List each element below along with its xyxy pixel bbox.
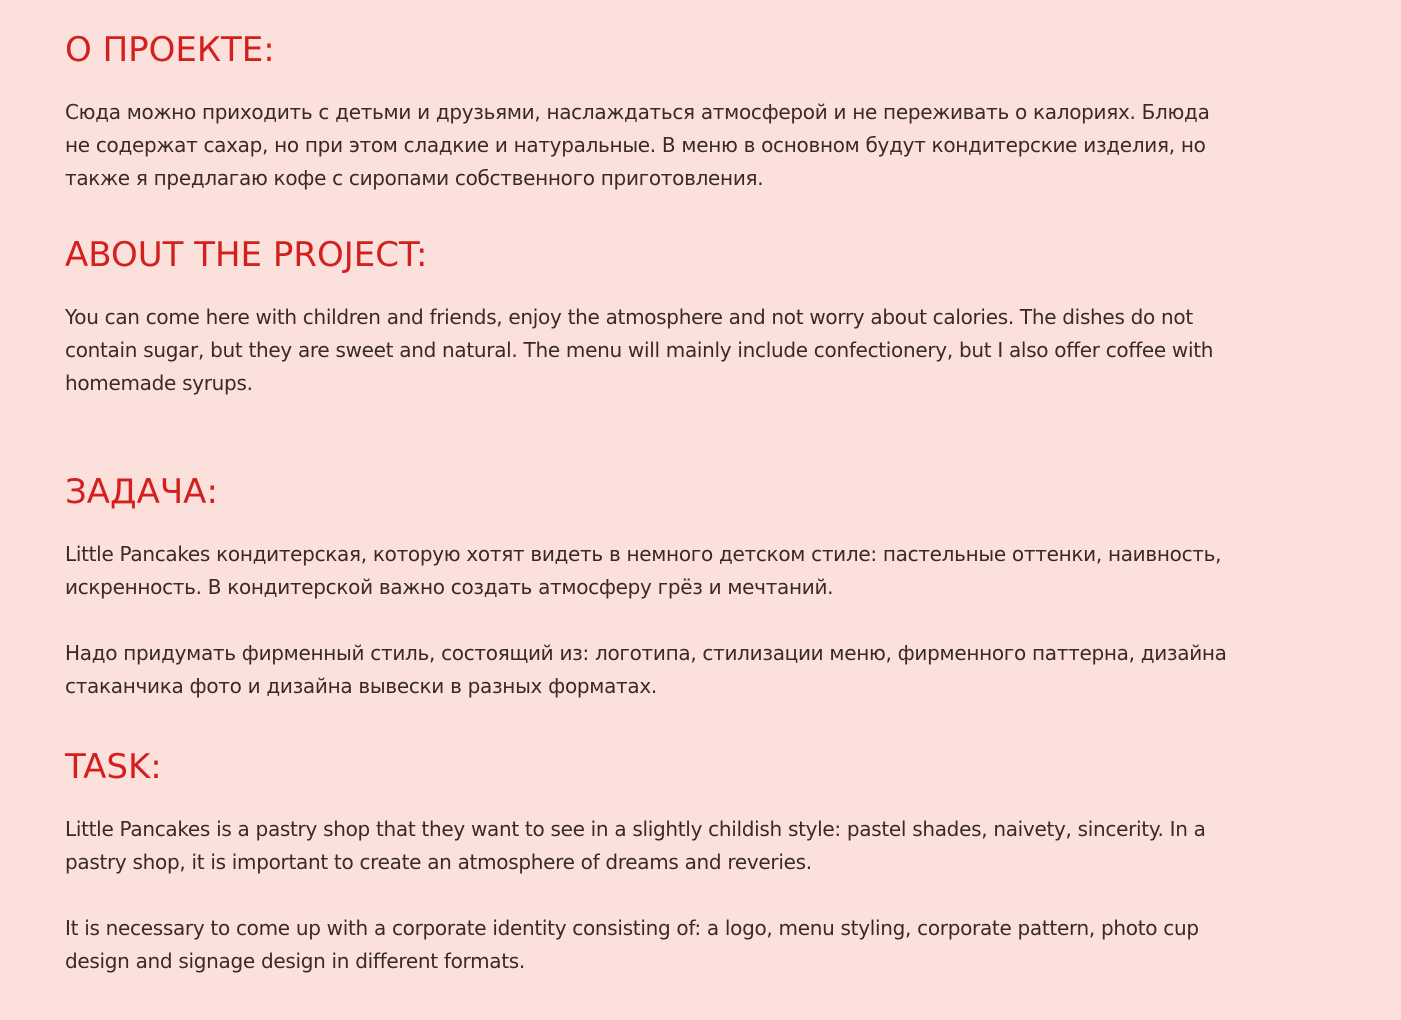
about-en-line: You can come here with children and friends, enjoy the atmosphere and not worry about calories. The dishes do not: [65, 305, 1193, 329]
about-en-paragraph: [65, 301, 1315, 400]
task-en-paragraph-1: [65, 813, 1315, 879]
about-en-line: homemade syrups.: [65, 371, 253, 395]
about-en-heading: ABOUT THE PROJECT:: [65, 235, 428, 275]
task-ru-heading: ЗАДАЧА:: [65, 472, 218, 512]
about-ru-paragraph: [65, 96, 1315, 195]
task-ru-line: Little Pancakes кондитерская, которую хотят видеть в немного детском стиле: пастельные оттенки, наивность,: [65, 542, 1222, 566]
about-ru-heading: О ПРОЕКТЕ:: [65, 30, 275, 70]
task-en-line: Little Pancakes is a pastry shop that they want to see in a slightly childish style: pastel shades, naivety, sincerity. In a: [65, 817, 1206, 841]
task-ru-paragraph-1: [65, 538, 1315, 604]
task-en-line: It is necessary to come up with a corporate identity consisting of: a logo, menu styling, corporate pattern, photo cup: [65, 916, 1199, 940]
task-en-heading: TASK:: [65, 747, 162, 787]
about-en-line: contain sugar, but they are sweet and natural. The menu will mainly include confectionery, but I also offer coffee with: [65, 338, 1214, 362]
about-ru-line: не содержат сахар, но при этом сладкие и натуральные. В меню в основном будут кондитерские изделия, но: [65, 133, 1206, 157]
task-ru-paragraph-2: [65, 637, 1315, 703]
task-ru-line: стаканчика фото и дизайна вывески в разных форматах.: [65, 674, 657, 698]
task-en-line: design and signage design in different formats.: [65, 949, 525, 973]
task-ru-line: искренность. В кондитерской важно создать атмосферу грёз и мечтаний.: [65, 575, 834, 599]
task-ru-line: Надо придумать фирменный стиль, состоящий из: логотипа, стилизации меню, фирменного паттерна, дизайна: [65, 641, 1227, 665]
about-ru-line: также я предлагаю кофе с сиропами собственного приготовления.: [65, 166, 764, 190]
task-en-line: pastry shop, it is important to create an atmosphere of dreams and reveries.: [65, 850, 812, 874]
task-en-paragraph-2: [65, 912, 1315, 978]
about-ru-line: Сюда можно приходить с детьми и друзьями, наслаждаться атмосферой и не переживать о калориях. Блюда: [65, 100, 1210, 124]
